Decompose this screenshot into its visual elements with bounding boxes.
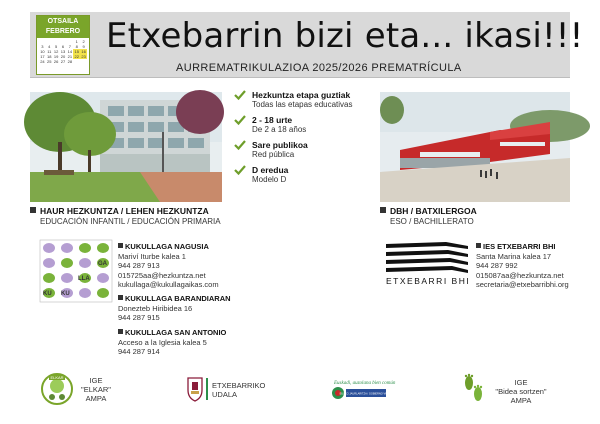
- calendar-day: 26: [53, 59, 59, 64]
- calendar-header: [37, 16, 89, 38]
- school-phone: 944 287 992: [476, 261, 518, 270]
- school-name: [118, 328, 226, 338]
- calendar-icon: [36, 15, 90, 75]
- calendar-day: 5: [55, 44, 58, 49]
- school-email-link[interactable]: kukullaga@kukullagaikas.com: [118, 280, 219, 289]
- page-title: Etxebarrin bizi eta... ikasi!!!: [106, 16, 584, 56]
- square-bullet-icon: [380, 207, 386, 213]
- school-name-text: KUKULLAGA BARANDIARAN: [125, 294, 231, 303]
- calendar-day: 9: [82, 44, 85, 49]
- ampa-elkar-line: IGE: [89, 376, 103, 385]
- square-bullet-icon: [118, 243, 123, 248]
- secondary-section-heading: [380, 206, 477, 217]
- school-contact-block: [476, 242, 569, 290]
- calendar-day: [80, 59, 87, 64]
- calendar-day: 19: [53, 54, 59, 59]
- school-phone: 944 287 913: [118, 261, 160, 270]
- logo-letters-ku: KU: [43, 291, 52, 297]
- feature-subtitle: Todas las etapas educativas: [252, 100, 353, 109]
- feature-item: [234, 140, 374, 160]
- ampa-elkar-label: [74, 376, 118, 403]
- calendar-month-es: FEBRERO: [45, 28, 81, 35]
- square-bullet-icon: [118, 295, 123, 300]
- primary-section-subheading: EDUCACIÓN INFANTIL / EDUCACIÓN PRIMARIA: [40, 217, 221, 226]
- secondary-heading-text: DBH / BATXILERGOA: [390, 206, 477, 216]
- calendar-day: 13: [60, 49, 66, 54]
- calendar-day: 3: [41, 44, 44, 49]
- square-bullet-icon: [476, 243, 481, 248]
- school-phone: 944 287 915: [118, 313, 160, 322]
- calendar-day: 16: [81, 49, 86, 54]
- feature-title: Sare publikoa: [252, 140, 308, 150]
- calendar-day: 11: [47, 49, 52, 54]
- school-address: Santa Marina kalea 17: [476, 251, 552, 261]
- school-address: Acceso a la Iglesia kalea 5: [118, 337, 207, 347]
- calendar-day: 23: [81, 54, 86, 59]
- school-contact-block: [118, 328, 226, 357]
- calendar-day: 18: [47, 54, 52, 59]
- calendar-day: 20: [60, 54, 66, 59]
- calendar-day: 6: [61, 44, 65, 49]
- school-email-link[interactable]: 015087aa@hezkuntza.net: [476, 270, 564, 280]
- check-icon: [234, 165, 246, 175]
- feature-subtitle: Modelo D: [252, 175, 287, 184]
- primary-section-heading: [30, 206, 209, 217]
- calendar-day: 15: [74, 49, 79, 54]
- check-icon: [234, 90, 246, 100]
- feature-title: Hezkuntza etapa guztiak: [252, 90, 351, 100]
- ampa-elkar-line: "ELKAR": [81, 385, 111, 394]
- calendar-day: 24: [40, 59, 45, 64]
- feature-title: 2 - 18 urte: [252, 115, 293, 125]
- school-name: [118, 294, 231, 304]
- ampa-elkar-badge-text: ELKAR: [50, 375, 64, 380]
- ampa-elkar-line: AMPA: [85, 394, 107, 403]
- features-list: [234, 90, 374, 190]
- udala-coat-of-arms-icon: [186, 376, 204, 407]
- calendar-day: 25: [47, 59, 52, 64]
- school-contact-block: [118, 294, 231, 323]
- school-name-text: KUKULLAGA SAN ANTONIO: [125, 328, 227, 337]
- calendar-day: [73, 59, 80, 64]
- kukullaga-logo: [40, 240, 112, 302]
- square-bullet-icon: [30, 207, 36, 213]
- school-contact-block: [118, 242, 219, 290]
- ampa-bidea-line: "Bidea sortzen": [495, 387, 547, 396]
- udala-line: UDALA: [212, 390, 238, 399]
- school-address: Donezteb Hiribidea 16: [118, 303, 193, 313]
- calendar-day: 14: [67, 49, 73, 54]
- calendar-day: 28: [67, 59, 73, 64]
- udala-divider: [206, 378, 208, 400]
- logo-letters-ga: GA: [98, 261, 107, 267]
- udala-line: ETXEBARRIKO: [212, 381, 266, 390]
- school-name-text: KUKULLAGA NAGUSIA: [125, 242, 209, 251]
- ampa-bidea-label: [486, 378, 556, 405]
- primary-heading-text: HAUR HEZKUNTZA / LEHEN HEZKUNTZA: [40, 206, 209, 216]
- calendar-day: 4: [48, 44, 51, 49]
- check-icon: [234, 140, 246, 150]
- secondary-school-photo: [380, 92, 570, 202]
- footprints-icon: [462, 374, 486, 409]
- calendar-day: 1: [75, 39, 78, 44]
- school-phone: 944 287 914: [118, 347, 160, 356]
- logo-letters-ku: KU: [61, 291, 70, 297]
- school-name: [118, 242, 219, 252]
- gv-tagline: Euskadi, auzolana bien común: [334, 381, 396, 386]
- school-email-link[interactable]: secretaria@etxebarribhi.org: [476, 280, 569, 289]
- calendar-day: 8: [75, 44, 78, 49]
- udala-label: [212, 381, 265, 399]
- ies-logo-text: ETXEBARRI BHI: [386, 276, 471, 286]
- gv-caption: EUSKO JAURLARITZA / GOBIERNO VASCO: [339, 392, 393, 396]
- ampa-elkar-logo: [40, 372, 74, 411]
- secondary-section-subheading: ESO / BACHILLERATO: [390, 217, 474, 226]
- feature-title: D eredua: [252, 165, 289, 175]
- calendar-day: 27: [60, 59, 66, 64]
- calendar-day: 7: [68, 44, 71, 49]
- calendar-day: 22: [74, 54, 79, 59]
- logo-letters-lla: LLA: [78, 276, 90, 282]
- ies-etxebarri-logo: [386, 242, 471, 298]
- school-name-text: IES ETXEBARRI BHI: [483, 242, 556, 251]
- feature-item: [234, 90, 374, 110]
- feature-subtitle: De 2 a 18 años: [252, 125, 307, 134]
- page-subtitle: AURREMATRIKULAZIOA 2025/2026 PREMATRÍCULA: [176, 62, 462, 74]
- school-email-link[interactable]: 015725aa@hezkuntza.net: [118, 270, 206, 280]
- calendar-day: 21: [67, 54, 73, 59]
- feature-subtitle: Red pública: [252, 150, 295, 159]
- primary-school-photo: [30, 92, 222, 202]
- feature-item: [234, 115, 374, 135]
- gobierno-vasco-logo: [330, 378, 396, 407]
- ampa-bidea-line: IGE: [514, 378, 528, 387]
- school-address: Mariví Iturbe kalea 1: [118, 251, 186, 261]
- feature-item: [234, 165, 374, 185]
- square-bullet-icon: [118, 329, 123, 334]
- calendar-day: 17: [40, 54, 45, 59]
- calendar-grid: [37, 38, 89, 65]
- ampa-bidea-line: AMPA: [510, 396, 532, 405]
- school-name: [476, 242, 569, 252]
- check-icon: [234, 115, 246, 125]
- calendar-day: 2: [82, 39, 85, 44]
- calendar-day: 12: [53, 49, 59, 54]
- calendar-month-eu: OTSAILA: [47, 18, 79, 25]
- calendar-day: 10: [40, 49, 45, 54]
